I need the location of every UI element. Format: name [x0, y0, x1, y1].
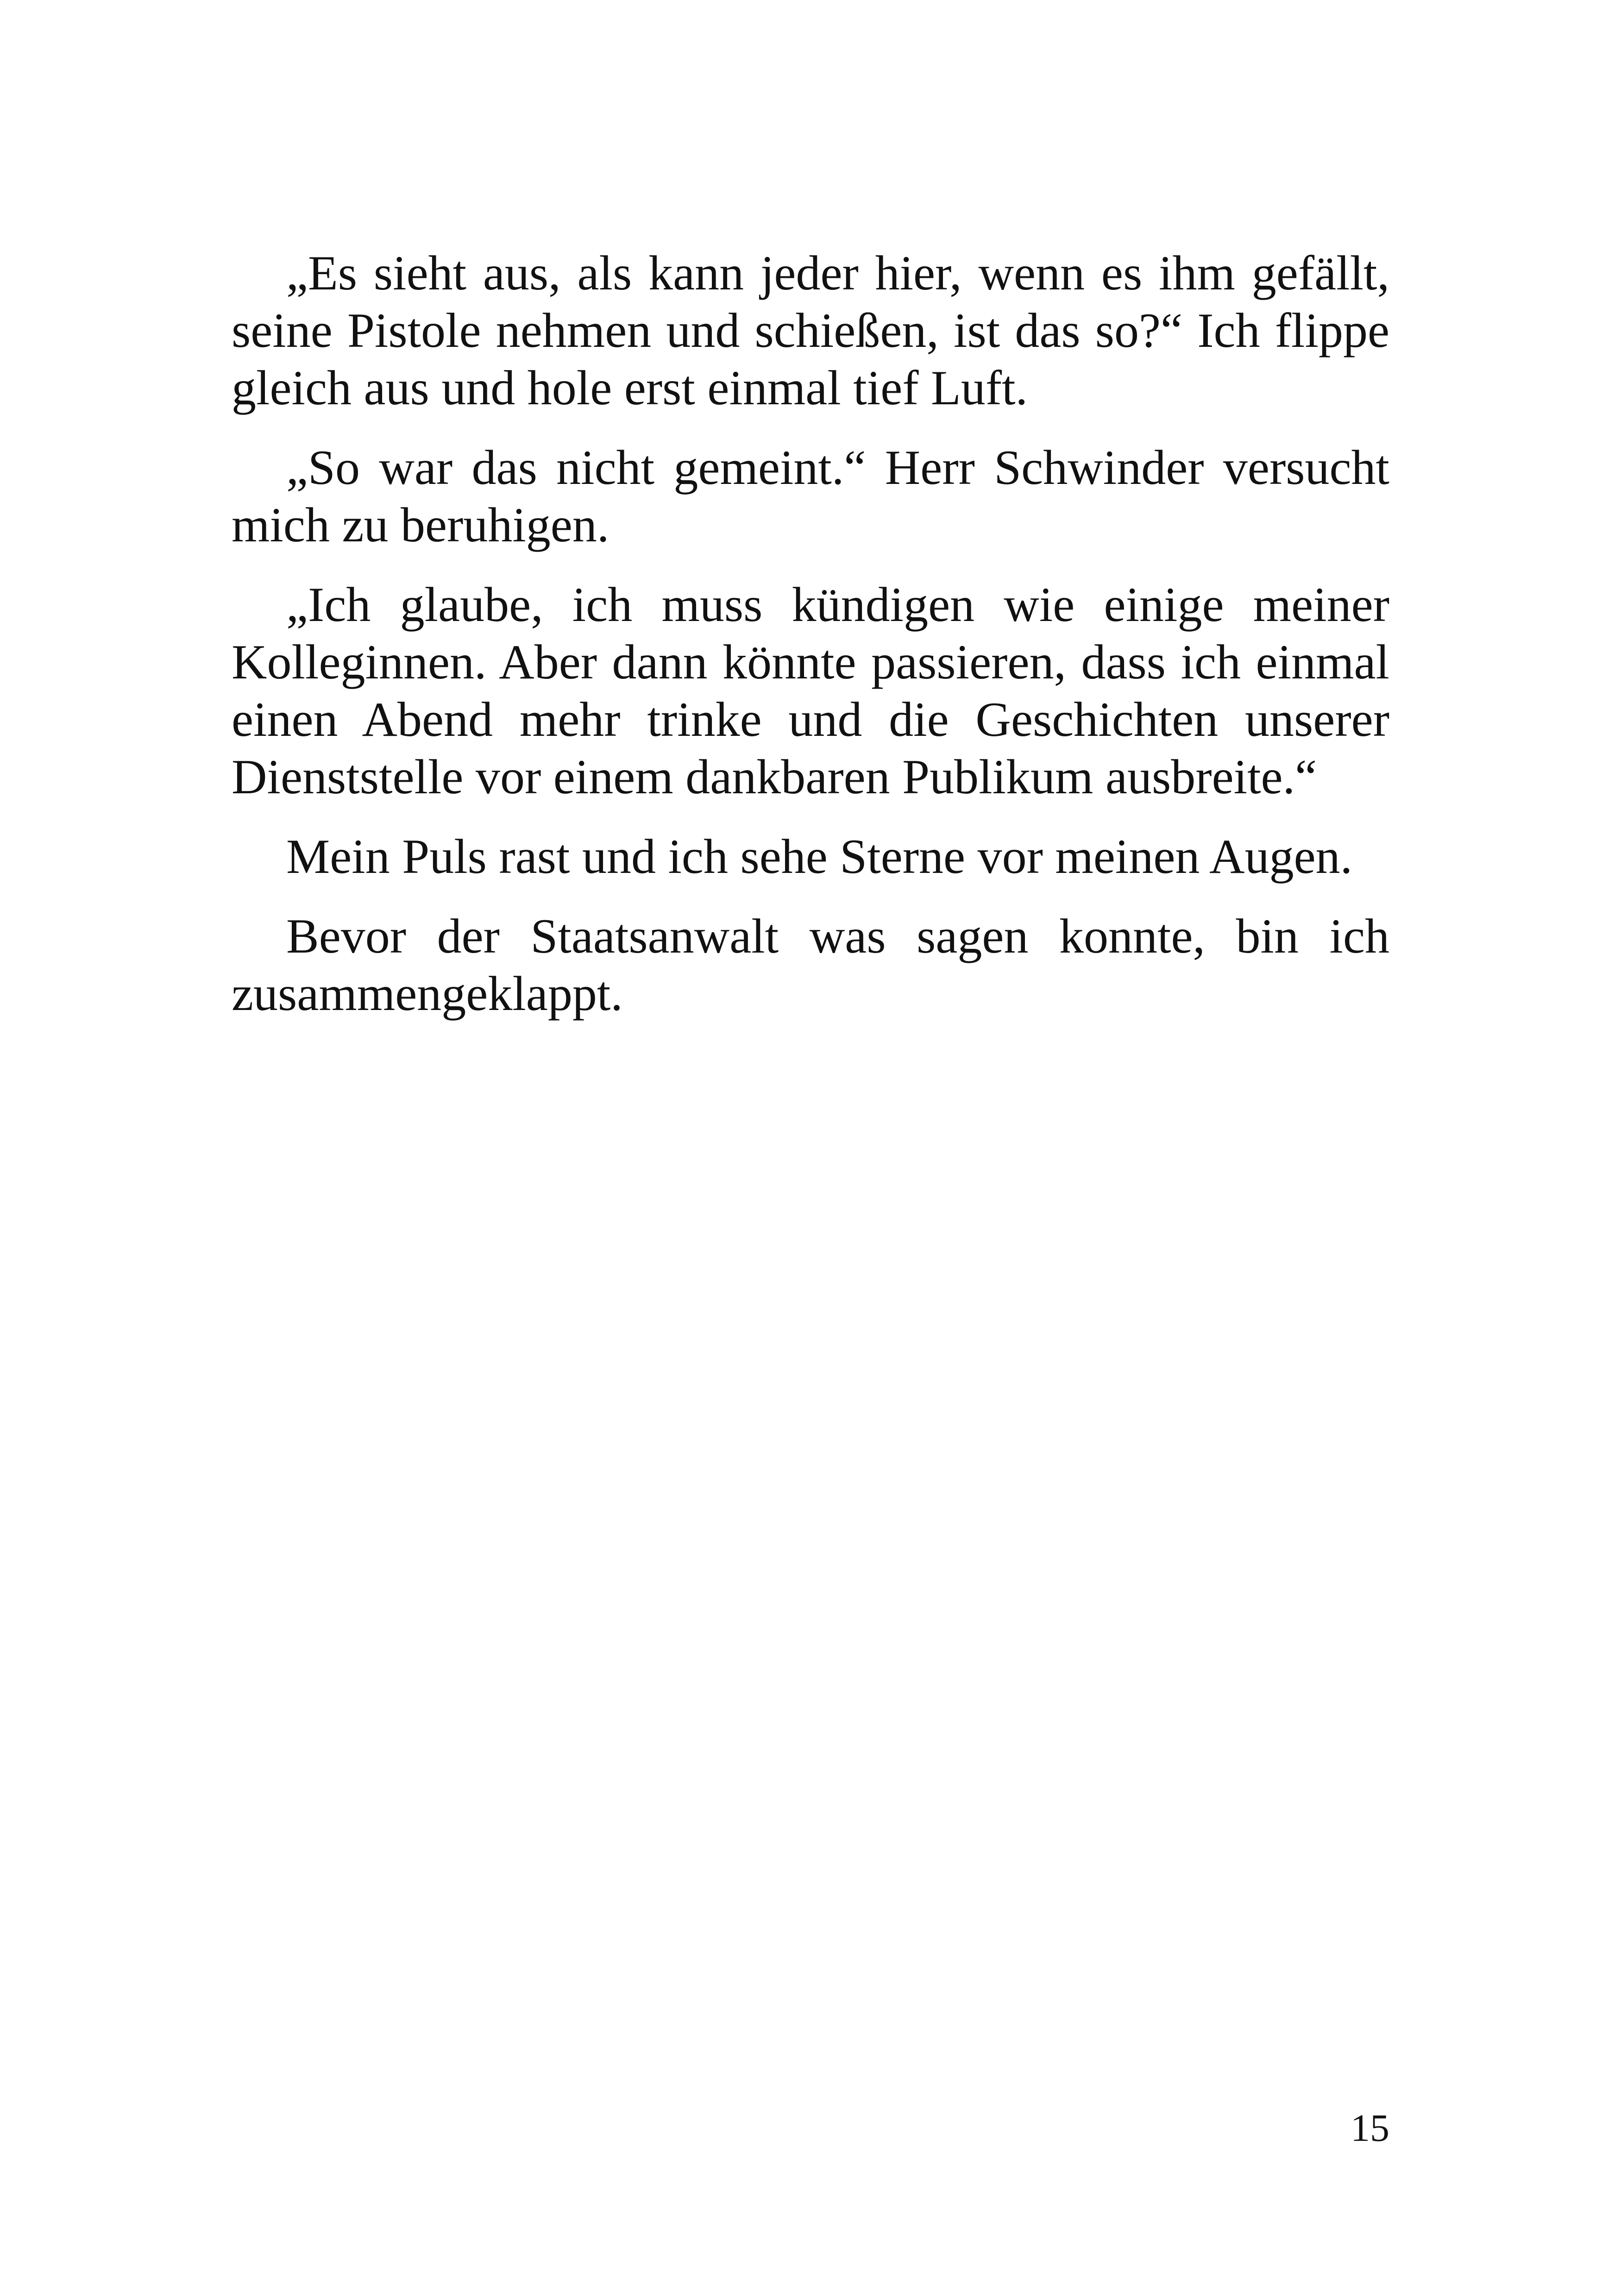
- page-number: 15: [1351, 2107, 1389, 2150]
- paragraph-2: „So war das nicht gemeint.“ Herr Schwinder versucht mich zu beruhigen.: [232, 440, 1389, 552]
- paragraph-4: Mein Puls rast und ich sehe Sterne vor meinen Augen.: [286, 829, 1353, 884]
- paragraph-1: „Es sieht aus, als kann jeder hier, wenn es ihm gefällt, seine Pistole nehmen und schießen, ist das so?“ Ich flippe gleich aus und hole erst einmal tief Luft.: [232, 246, 1389, 415]
- paragraph-3: „Ich glaube, ich muss kündigen wie einige meiner Kolleginnen. Aber dann könnte passieren, dass ich einmal einen Abend mehr trinke und die Geschichten unserer Dienststelle vor einem dankbaren Publikum ausbreite.“: [232, 577, 1389, 804]
- paragraph-5: Bevor der Staatsanwalt was sagen konnte, bin ich zusammengeklappt.: [232, 909, 1389, 1021]
- body-text: [232, 245, 1389, 1045]
